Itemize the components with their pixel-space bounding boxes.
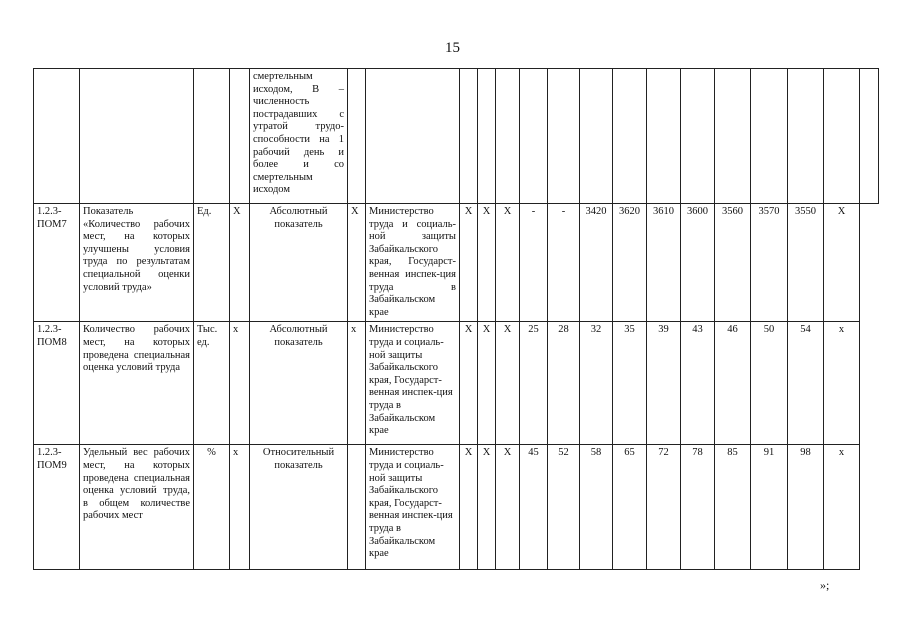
cell-value: Х (496, 445, 520, 570)
cell-value: Х (824, 204, 860, 322)
table-row-pom8 (34, 322, 879, 445)
cell-value (715, 69, 751, 204)
cell-value: 43 (681, 322, 715, 445)
cell-value: - (520, 204, 548, 322)
cell-unit (194, 69, 230, 204)
cell-mark (348, 69, 366, 204)
cell-mark (348, 445, 366, 570)
page-number: 15 (445, 40, 460, 56)
cell-value (788, 69, 824, 204)
cell-value: 32 (580, 322, 613, 445)
cell-value: 65 (613, 445, 647, 570)
cell-value (613, 69, 647, 204)
cell-value (478, 69, 496, 204)
cell-method: Абсолютный показатель (250, 204, 348, 322)
cell-value (647, 69, 681, 204)
cell-value: 3560 (715, 204, 751, 322)
cell-value: 3610 (647, 204, 681, 322)
closing-quote: »; (820, 578, 830, 592)
cell-unit: % (194, 445, 230, 570)
cell-value: Х (496, 322, 520, 445)
cell-code (34, 69, 80, 204)
cell-value: 78 (681, 445, 715, 570)
cell-responsible: Министерство труда и социаль-ной защиты Забайкальского края, Государст-венная инспек-ция труда в Забайкальском крае (366, 322, 460, 445)
cell-value: Х (478, 445, 496, 570)
cell-value: 45 (520, 445, 548, 570)
cell-mark: Х (230, 204, 250, 322)
cell-responsible: Министерство труда и социаль-ной защиты Забайкальского края, Государст-венная инспек-ция труда в Забайкальском крае (366, 445, 460, 570)
cell-method-description: смертельным исходом, В – численность пострадавших с утратой трудо-способности на 1 рабочий день и более и со смертельным исходом (250, 69, 348, 204)
cell-mark: х (230, 322, 250, 445)
cell-mark: х (230, 445, 250, 570)
cell-value: - (548, 204, 580, 322)
cell-value (496, 69, 520, 204)
cell-mark (230, 69, 250, 204)
cell-value: 54 (788, 322, 824, 445)
cell-value: Х (478, 204, 496, 322)
cell-method: Относительный показатель (250, 445, 348, 570)
cell-value: 72 (647, 445, 681, 570)
cell-value (860, 69, 879, 204)
table-row-pom9 (34, 445, 879, 570)
cell-value: Х (460, 445, 478, 570)
indicator-table (33, 68, 879, 570)
cell-value: х (824, 322, 860, 445)
cell-value: Х (460, 322, 478, 445)
cell-value (681, 69, 715, 204)
cell-value: Х (496, 204, 520, 322)
cell-method: Абсолютный показатель (250, 322, 348, 445)
table-row-continued (34, 69, 879, 204)
cell-value: 3570 (751, 204, 788, 322)
cell-value: 39 (647, 322, 681, 445)
cell-value: 28 (548, 322, 580, 445)
cell-name (80, 69, 194, 204)
cell-value (520, 69, 548, 204)
cell-value: 98 (788, 445, 824, 570)
cell-value: 91 (751, 445, 788, 570)
cell-value: 3600 (681, 204, 715, 322)
cell-code: 1.2.3-ПОМ8 (34, 322, 80, 445)
cell-value: Х (478, 322, 496, 445)
cell-value (751, 69, 788, 204)
cell-unit: Ед. (194, 204, 230, 322)
table-row-pom7 (34, 204, 879, 322)
cell-value: 3550 (788, 204, 824, 322)
cell-value: х (824, 445, 860, 570)
cell-name: Удельный вес рабочих мест, на которых проведена специальная оценка условий труда, в общем количестве рабочих мест (80, 445, 194, 570)
cell-value: 3420 (580, 204, 613, 322)
cell-value (548, 69, 580, 204)
cell-value: Х (460, 204, 478, 322)
cell-value: 35 (613, 322, 647, 445)
cell-responsible: Министерство труда и социаль-ной защиты Забайкальского края, Государст-венная инспек-ция труда в Забайкальском крае (366, 204, 460, 322)
cell-value: 46 (715, 322, 751, 445)
cell-code: 1.2.3-ПОМ7 (34, 204, 80, 322)
cell-value: 52 (548, 445, 580, 570)
cell-mark: х (348, 322, 366, 445)
cell-value: 3620 (613, 204, 647, 322)
cell-value: 25 (520, 322, 548, 445)
cell-value: 50 (751, 322, 788, 445)
cell-value: 85 (715, 445, 751, 570)
cell-code: 1.2.3-ПОМ9 (34, 445, 80, 570)
cell-unit: Тыс. ед. (194, 322, 230, 445)
cell-responsible (366, 69, 460, 204)
cell-value (460, 69, 478, 204)
cell-value (824, 69, 860, 204)
cell-value: 58 (580, 445, 613, 570)
cell-value (580, 69, 613, 204)
cell-mark: Х (348, 204, 366, 322)
cell-name: Показатель «Количество рабочих мест, на которых улучшены условия труда по результатам специальной оценки условий труда» (80, 204, 194, 322)
cell-name: Количество рабочих мест, на которых проведена специальная оценка условий труда (80, 322, 194, 445)
